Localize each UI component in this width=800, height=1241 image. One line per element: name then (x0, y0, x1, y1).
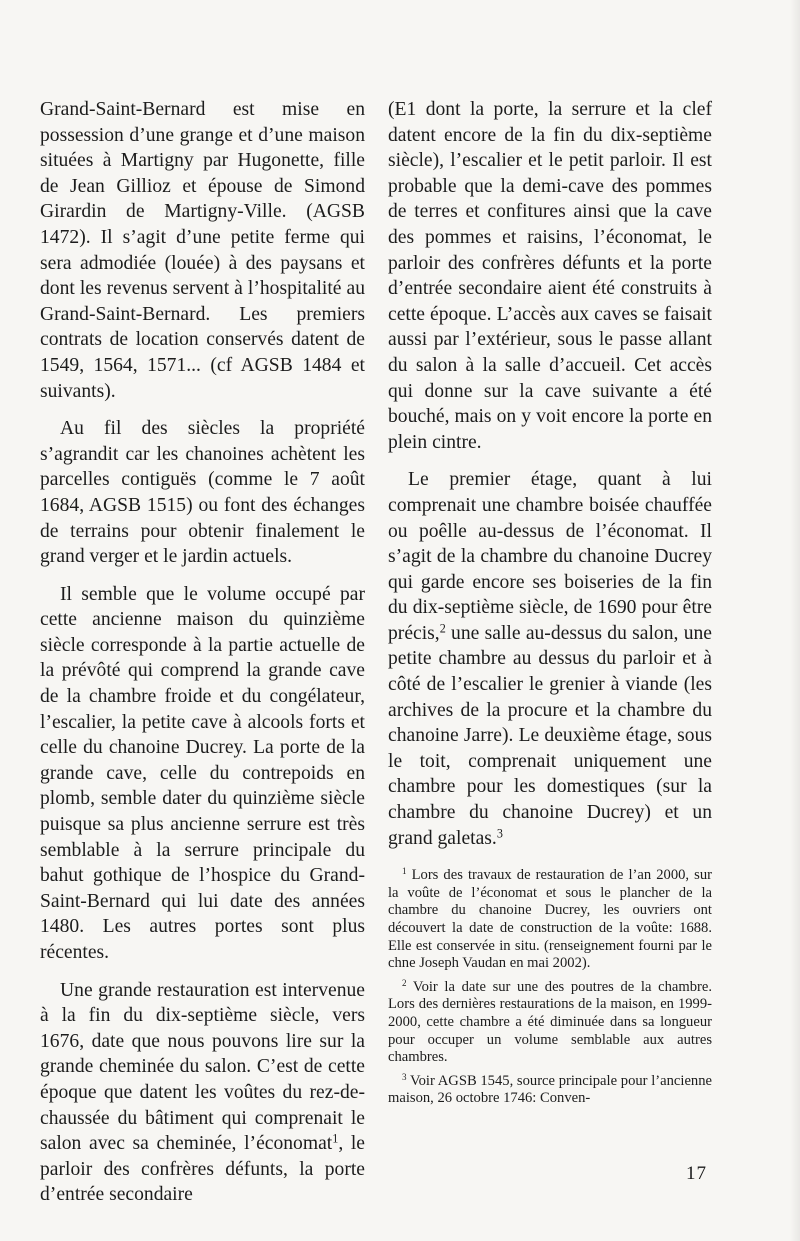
page-edge-shadow (790, 0, 800, 1241)
footnote-number: 3 (402, 1071, 407, 1082)
footnotes (388, 867, 712, 1108)
footnote-text: Voir la date sur une des poutres de la chambre. Lors des dernières restaurations de la maison, en 1999-2000, cette chambre a été diminuée dans sa longueur pour occuper un volume semblable aux autres chambres. (388, 978, 712, 1066)
paragraph (40, 978, 365, 1208)
footnote-text: Lors des travaux de restauration de l’an 2000, sur la voûte de l’économat et sous le plancher de la chambre du chanoine Ducrey, les ouvriers ont découvert la date de construction de la voûte: 1688. Elle est conservée in situ. (renseignement fourni par le chne Joseph Vaudan en mai 2002). (388, 867, 712, 972)
footnote-number: 1 (402, 866, 407, 877)
footnote-1 (388, 867, 712, 973)
footnote-ref-1: 1 (332, 1131, 339, 1146)
right-column (388, 97, 712, 1114)
paragraph-text: Le premier étage, quant à lui comprenait une chambre boisée chauffée ou poêlle au-dessus de l’économat. Il s’agit de la chambre du chanoine Ducrey qui garde encore ses boiseries de la fin du dix-septième siècle, de 1690 pour être précis, (388, 469, 712, 644)
footnote-number: 2 (402, 977, 407, 988)
page-number: 17 (686, 1163, 707, 1184)
paragraph: Au fil des siècles la propriété s’agrandit car les chanoines achètent les parcelles contiguës (comme le 7 août 1684, AGSB 1515) ou font des échanges de terrains pour obtenir finalement le grand verger et le jardin actuels. (40, 418, 365, 568)
footnote-3 (388, 1073, 712, 1108)
paragraph: (E1 dont la porte, la serrure et la clef datent encore de la fin du dix-septième siècle), l’escalier et le petit parloir. Il est probable que la demi-cave des pommes de terres et confitures ainsi que la cave des pommes et raisins, l’économat, le parloir des confrères défunts et la porte d’entrée secondaire aient été construits à cette époque. L’accès aux caves se faisait aussi par l’extérieur, sous le passe allant du salon à la salle d’accueil. Cet accès qui donne sur la cave suivante a été bouché, mais on y voit encore la porte en plein cintre. (388, 99, 712, 453)
paragraph-text: , le parloir des confrères défunts, la porte d’entrée secondaire (40, 1133, 365, 1206)
footnote-2 (388, 979, 712, 1067)
footnote-text: Voir AGSB 1545, source principale pour l’ancienne maison, 26 octobre 1746: Conven- (388, 1072, 712, 1107)
paragraph-text: Une grande restauration est intervenue à la fin du dix-septième siècle, vers 1676, date que nous pouvons lire sur la grande cheminée du salon. C’est de cette époque que datent les voûtes du rez-de-chaussée du bâtiment qui comprenait le salon avec sa cheminée, l’économat (40, 979, 365, 1155)
paragraph-text: une salle au-dessus du salon, une petite chambre au dessus du parloir et à côté de l’escalier le grenier à viande (les archives de la procure et la chambre du chanoine Jarre). Le deuxième étage, sous le toit, comprenait uniquement une chambre pour les domestiques (sur la chambre du chanoine Ducrey) et un grand galetas. (388, 622, 712, 849)
footnote-ref-2: 2 (439, 621, 446, 636)
footnote-ref-3: 3 (496, 825, 503, 840)
paragraph: Il semble que le volume occupé par cette ancienne maison du quinzième siècle corresponde à la partie actuelle de la prévôté qui comprend la grande cave de la chambre froide et du congélateur, l’escalier, la petite cave à alcools forts et celle du chanoine Ducrey. La porte de la grande cave, celle du contrepoids en plomb, semble dater du quinzième siècle puisque sa plus ancienne serrure est très semblable à la serrure principale du bahut gothique de l’hospice du Grand-Saint-Bernard qui lui date des années 1480. Les autres portes sont plus récentes. (40, 583, 365, 963)
paragraph (388, 467, 712, 851)
paragraph: Grand-Saint-Bernard est mise en possession d’une grange et d’une maison situées à Martigny par Hugonette, fille de Jean Gillioz et épouse de Simond Girardin de Martigny-Ville. (AGSB 1472). Il s’agit d’une petite ferme qui sera admodiée (louée) à des paysans et dont les revenus servent à l’hospitalité au Grand-Saint-Bernard. Les premiers contrats de location conservés datent de 1549, 1564, 1571... (cf AGSB 1484 et suivants). (40, 99, 365, 402)
left-column (40, 97, 365, 1220)
